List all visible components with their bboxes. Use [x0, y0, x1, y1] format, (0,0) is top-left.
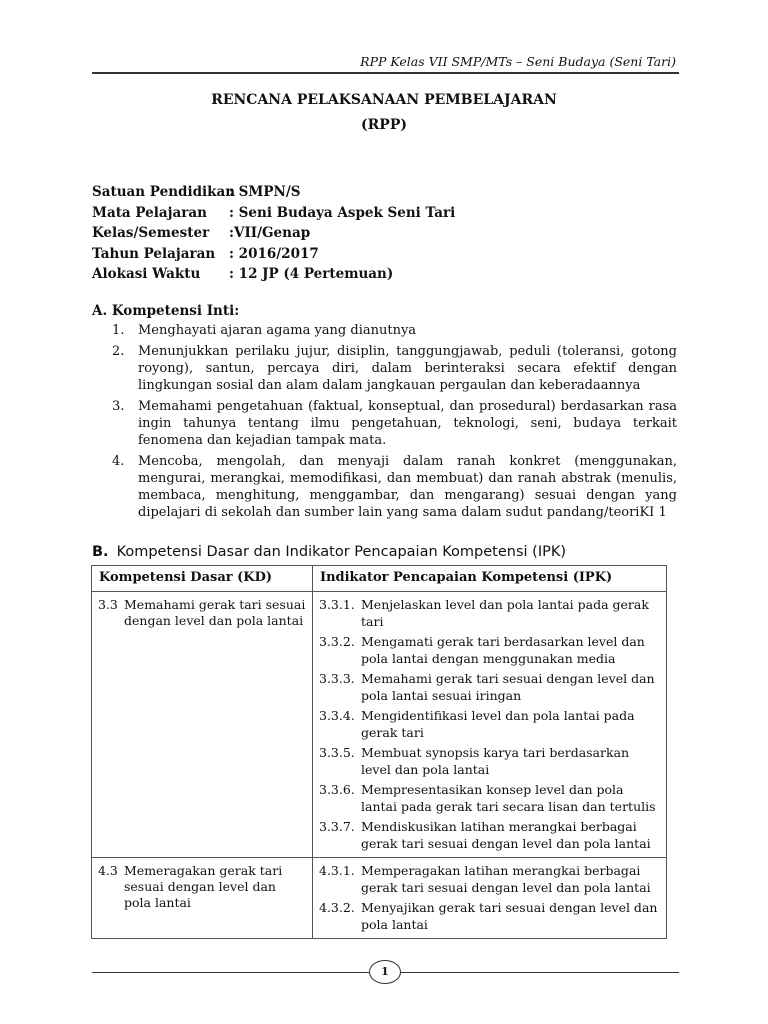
table-row	[92, 592, 667, 858]
kd-number: 3.3	[98, 597, 118, 612]
identity-key: Kelas/Semester	[92, 225, 210, 241]
section-b-title: Kompetensi Dasar dan Indikator Pencapaian Kompetensi (IPK)	[116, 544, 566, 560]
ipk-item	[319, 671, 660, 704]
item-text: Menunjukkan perilaku jujur, disiplin, tanggungjawab, peduli (toleransi, gotong royong), santun, percaya diri, dalam berinteraksi secara efektif dengan lingkungan sosial dan alam dalam jangkauan pergaulan dan keberadaannya	[138, 344, 677, 393]
ipk-number: 3.3.5.	[319, 745, 355, 760]
ipk-text: Mengidentifikasi level dan pola lantai pada gerak tari	[361, 708, 635, 740]
ipk-item	[319, 819, 660, 852]
kd-number: 4.3	[98, 863, 118, 878]
ipk-text: Membuat synopsis karya tari berdasarkan level dan pola lantai	[361, 745, 630, 777]
identity-key: Alokasi Waktu	[92, 266, 201, 282]
ipk-item	[319, 597, 660, 630]
table-row	[92, 858, 667, 939]
identity-block	[92, 182, 455, 285]
column-header-ipk: Indikator Pencapaian Kompetensi (IPK)	[313, 566, 667, 592]
section-a-heading: A. Kompetensi Inti:	[92, 303, 240, 319]
section-b-letter: B.	[92, 544, 109, 560]
ipk-number: 3.3.1.	[319, 597, 355, 612]
list-item	[92, 453, 677, 521]
ipk-item	[319, 782, 660, 815]
item-text: Memahami pengetahuan (faktual, konseptual, dan prosedural) berdasarkan rasa ingin tahunya tentang ilmu pengetahuan, teknologi, seni, budaya terkait fenomena dan kejadian tampak mata.	[138, 399, 677, 448]
identity-row	[92, 182, 455, 203]
ki-list	[92, 322, 677, 521]
ipk-item	[319, 863, 660, 896]
ipk-number: 3.3.3.	[319, 671, 355, 686]
identity-key: Tahun Pelajaran	[92, 245, 216, 262]
ipk-number: 3.3.4.	[319, 708, 355, 723]
ipk-number: 3.3.7.	[319, 819, 355, 834]
kd-cell	[92, 592, 313, 858]
footer-rule-right	[399, 972, 679, 973]
ipk-text: Menyajikan gerak tari sesuai dengan level dan pola lantai	[361, 900, 658, 932]
identity-value: : 2016/2017	[229, 245, 319, 262]
identity-value: : SMPN/S	[229, 184, 301, 200]
item-number: 4.	[112, 454, 125, 469]
ipk-item	[319, 745, 660, 778]
ipk-cell	[313, 592, 667, 858]
column-header-kd: Kompetensi Dasar (KD)	[92, 566, 313, 592]
ipk-text: Mendiskusikan latihan merangkai berbagai gerak tari sesuai dengan level dan pola lantai	[361, 819, 651, 851]
ipk-number: 4.3.2.	[319, 900, 355, 915]
header-rule	[92, 72, 679, 74]
identity-row	[92, 264, 455, 285]
list-item	[92, 322, 677, 339]
ipk-text: Mempresentasikan konsep level dan pola lantai pada gerak tari secara lisan dan tertulis	[361, 782, 656, 814]
page-number: 1	[369, 960, 401, 984]
item-number: 3.	[112, 399, 125, 414]
identity-row	[92, 203, 455, 224]
list-item	[92, 398, 677, 449]
ipk-item	[319, 634, 660, 667]
footer-rule-left	[92, 972, 369, 973]
ipk-number: 3.3.6.	[319, 782, 355, 797]
section-b-heading	[92, 544, 566, 560]
kd-text: Memeragakan gerak tari sesuai dengan level dan pola lantai	[124, 863, 283, 910]
identity-key: Mata Pelajaran	[92, 204, 207, 221]
table-header-row	[92, 566, 667, 592]
ipk-text: Memperagakan latihan merangkai berbagai gerak tari sesuai dengan level dan pola lantai	[361, 863, 651, 895]
item-number: 1.	[112, 323, 125, 338]
item-number: 2.	[112, 344, 125, 359]
running-header: RPP Kelas VII SMP/MTs – Seni Budaya (Seni Tari)	[360, 54, 676, 69]
ipk-text: Memahami gerak tari sesuai dengan level dan pola lantai sesuai iringan	[361, 671, 655, 703]
ipk-item	[319, 900, 660, 933]
item-text: Mencoba, mengolah, dan menyaji dalam ranah konkret (menggunakan, mengurai, merangkai, memodifikasi, dan membuat) dan ranah abstrak (menulis, membaca, menghitung, menggambar, dan mengarang) sesuai dengan yang dipelajari di sekolah dan sumber lain yang sama dalam sudut pandang/teoriKI 1	[138, 454, 677, 520]
ipk-number: 3.3.2.	[319, 634, 355, 649]
identity-key: Satuan Pendidikan	[92, 184, 236, 200]
ipk-text: Menjelaskan level dan pola lantai pada gerak tari	[361, 597, 649, 629]
kd-cell	[92, 858, 313, 939]
ipk-item	[319, 708, 660, 741]
ipk-number: 4.3.1.	[319, 863, 355, 878]
ipk-text: Mengamati gerak tari berdasarkan level dan pola lantai dengan menggunakan media	[361, 634, 645, 666]
identity-row	[92, 244, 455, 265]
document-title: RENCANA PELAKSANAAN PEMBELAJARAN	[211, 92, 557, 108]
identity-value: : Seni Budaya Aspek Seni Tari	[229, 204, 456, 221]
list-item	[92, 343, 677, 394]
ipk-cell	[313, 858, 667, 939]
kd-text: Memahami gerak tari sesuai dengan level dan pola lantai	[124, 597, 306, 628]
kd-ipk-table	[91, 565, 667, 939]
identity-value: :VII/Genap	[229, 225, 311, 241]
document-subtitle: (RPP)	[361, 117, 407, 133]
section-kompetensi-inti	[92, 303, 677, 525]
identity-value: : 12 JP (4 Pertemuan)	[229, 266, 394, 282]
item-text: Menghayati ajaran agama yang dianutnya	[138, 323, 417, 338]
identity-row	[92, 223, 455, 244]
